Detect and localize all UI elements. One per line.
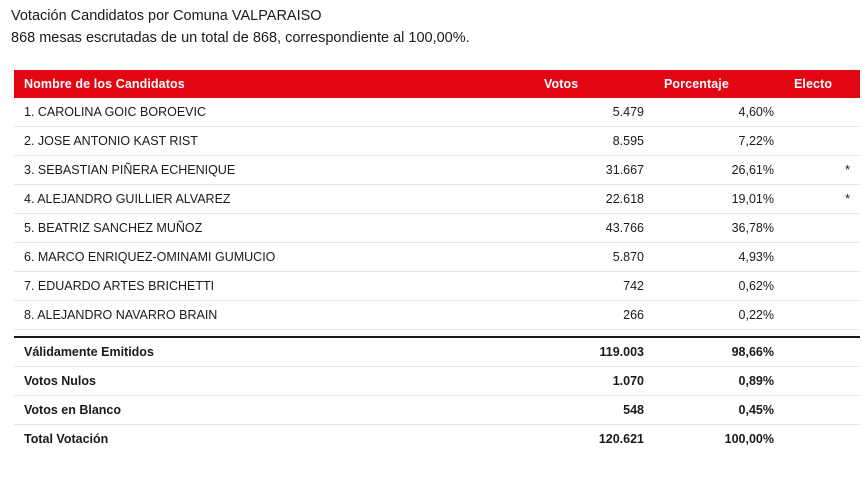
candidate-name: 7. EDUARDO ARTES BRICHETTI [14, 272, 534, 301]
totals-votes: 548 [534, 396, 654, 425]
totals-percent: 100,00% [724, 432, 774, 446]
page-header [8, 6, 854, 48]
candidate-name: 3. SEBASTIAN PIÑERA ECHENIQUE [14, 156, 534, 185]
candidate-percent: 0,62% [654, 272, 784, 301]
totals-label: Votos en Blanco [14, 396, 534, 425]
table-row [14, 185, 860, 214]
totals-label: Total Votación [24, 432, 109, 446]
totals-votes: 119.003 [534, 338, 654, 367]
table-row [14, 301, 860, 330]
candidate-elected: * [784, 156, 860, 185]
candidate-votes: 8.595 [534, 127, 654, 156]
candidate-name: 4. ALEJANDRO GUILLIER ALVAREZ [14, 185, 534, 214]
totals-row [14, 367, 860, 396]
candidate-percent: 19,01% [654, 185, 784, 214]
totals-elected-spacer [784, 396, 860, 425]
totals-row [14, 396, 860, 425]
candidate-elected [784, 301, 860, 330]
candidate-votes: 266 [534, 301, 654, 330]
candidate-votes: 43.766 [534, 214, 654, 243]
candidate-elected [784, 272, 860, 301]
candidate-votes: 742 [534, 272, 654, 301]
column-header-votes: Votos [534, 70, 654, 98]
totals-elected-spacer [784, 367, 860, 396]
table-row [14, 214, 860, 243]
candidate-elected [784, 243, 860, 272]
totals-votes: 120.621 [598, 432, 644, 446]
candidate-name: 6. MARCO ENRIQUEZ-OMINAMI GUMUCIO [14, 243, 534, 272]
totals-percent: 0,89% [654, 367, 784, 396]
candidate-votes: 22.618 [534, 185, 654, 214]
totals-row [14, 338, 860, 367]
candidate-percent: 4,60% [654, 98, 784, 127]
totals-table [14, 338, 860, 453]
totals-label: Válidamente Emitidos [14, 338, 534, 367]
candidates-table [14, 70, 860, 330]
table-row [14, 272, 860, 301]
candidate-votes: 5.479 [534, 98, 654, 127]
totals-percent: 98,66% [654, 338, 784, 367]
candidate-percent: 7,22% [654, 127, 784, 156]
table-row [14, 243, 860, 272]
candidate-name: 1. CAROLINA GOIC BOROEVIC [14, 98, 534, 127]
table-row [14, 127, 860, 156]
page-title: Votación Candidatos por Comuna VALPARAISO [11, 8, 322, 24]
totals-elected-spacer [784, 338, 860, 367]
candidate-name: 2. JOSE ANTONIO KAST RIST [14, 127, 534, 156]
candidate-name: 5. BEATRIZ SANCHEZ MUÑOZ [14, 214, 534, 243]
candidate-percent: 0,22% [654, 301, 784, 330]
column-header-name: Nombre de los Candidatos [14, 70, 534, 98]
page-subtitle: 868 mesas escrutadas de un total de 868, correspondiente al 100,00%. [11, 30, 470, 46]
totals-elected-spacer [784, 425, 860, 454]
table-header-row [14, 70, 860, 98]
table-row [14, 156, 860, 185]
candidate-percent: 4,93% [654, 243, 784, 272]
candidate-elected [784, 98, 860, 127]
candidate-votes: 5.870 [534, 243, 654, 272]
candidate-percent: 36,78% [654, 214, 784, 243]
totals-votes: 1.070 [534, 367, 654, 396]
totals-label: Votos Nulos [14, 367, 534, 396]
candidate-votes: 31.667 [534, 156, 654, 185]
candidate-percent: 26,61% [654, 156, 784, 185]
candidate-name: 8. ALEJANDRO NAVARRO BRAIN [14, 301, 534, 330]
candidate-elected [784, 214, 860, 243]
column-header-elected: Electo [784, 70, 860, 98]
totals-row [14, 425, 860, 454]
candidate-elected: * [784, 185, 860, 214]
column-header-percent: Porcentaje [654, 70, 784, 98]
results-table-wrap [8, 70, 854, 453]
table-row [14, 98, 860, 127]
candidate-elected [784, 127, 860, 156]
totals-percent: 0,45% [654, 396, 784, 425]
